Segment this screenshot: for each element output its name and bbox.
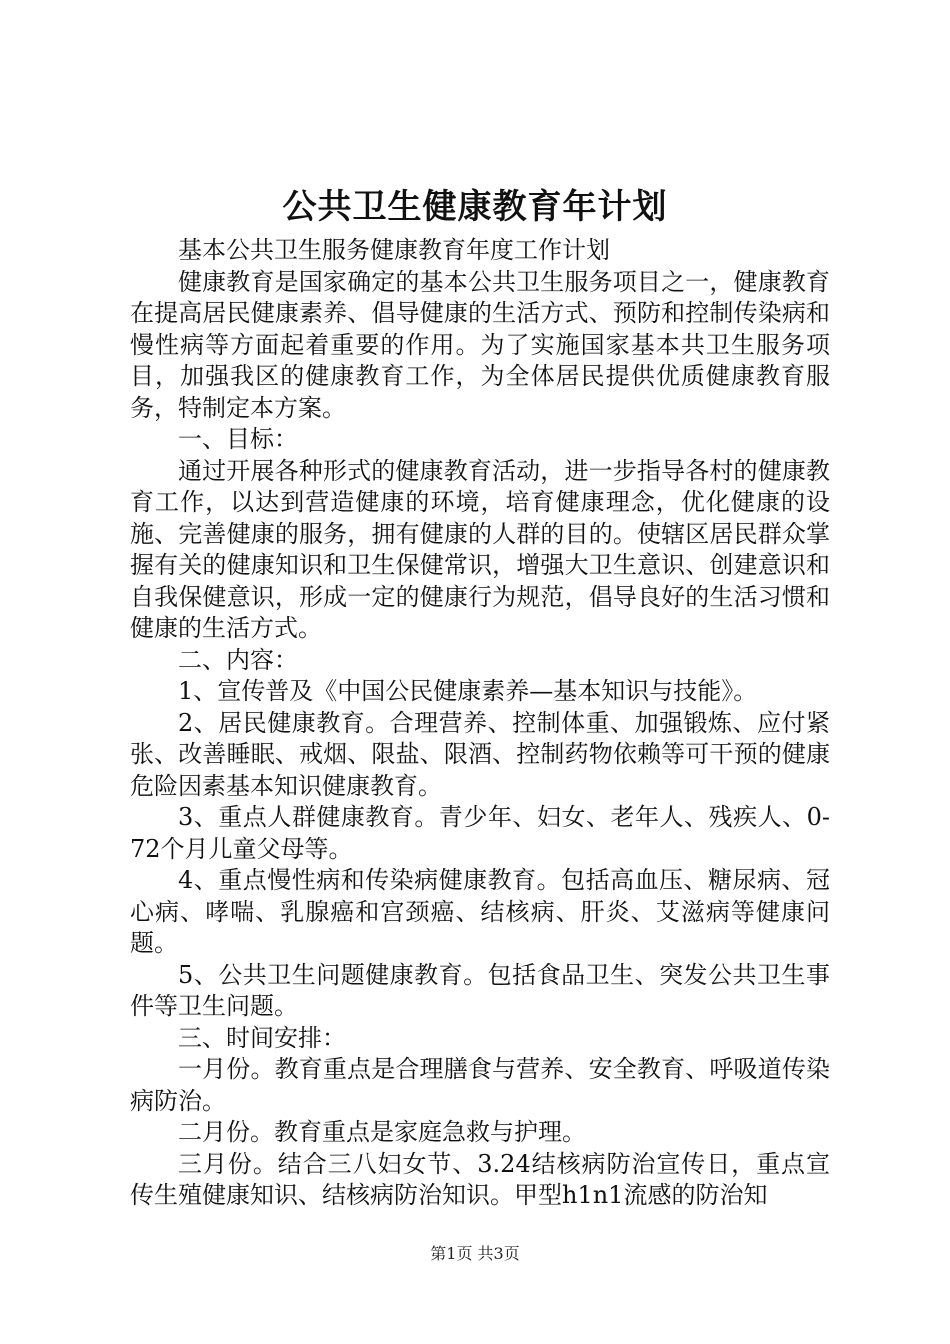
section-heading-goals: 一、目标： [178, 425, 298, 453]
document-title: 公共卫生健康教育年计划 [282, 187, 668, 227]
schedule-march: 三月份。结合三八妇女节、3.24结核病防治宣传日，重点宣传生殖健康知识、结核病防治知识。甲型h1n1流感的防治知 [130, 1149, 830, 1209]
content-item-1: 1、宣传普及《中国公民健康素养—基本知识与技能》。 [178, 677, 758, 705]
content-item-2: 2、居民健康教育。合理营养、控制体重、加强锻炼、应付紧张、改善睡眠、戒烟、限盐、限酒、控制药物依赖等可干预的健康危险因素基本知识健康教育。 [130, 708, 830, 800]
section-heading-content: 二、内容： [178, 645, 298, 674]
intro-paragraph: 健康教育是国家确定的基本公共卫生服务项目之一，健康教育在提高居民健康素养、倡导健康的生活方式、预防和控制传染病和慢性病等方面起着重要的作用。为了实施国家基本共卫生服务项目，加强我区的健康教育工作，为全体居民提供优质健康教育服务，特制定本方案。 [130, 267, 830, 422]
schedule-january: 一月份。教育重点是合理膳食与营养、安全教育、呼吸道传染病防治。 [130, 1055, 830, 1115]
document-body [130, 235, 830, 1212]
subtitle-paragraph: 基本公共卫生服务健康教育年度工作计划 [178, 236, 610, 264]
content-item-5: 5、公共卫生问题健康教育。包括食品卫生、突发公共卫生事件等卫生问题。 [130, 960, 830, 1020]
content-item-3: 3、重点人群健康教育。青少年、妇女、老年人、残疾人、0-72个月儿童父母等。 [130, 803, 830, 863]
content-item-4: 4、重点慢性病和传染病健康教育。包括高血压、糖尿病、冠心病、哮喘、乳腺癌和宫颈癌、结核病、肝炎、艾滋病等健康问题。 [130, 866, 830, 957]
schedule-february: 二月份。教育重点是家庭急救与护理。 [178, 1118, 586, 1146]
section-heading-schedule: 三、时间安排： [178, 1023, 346, 1052]
goals-paragraph: 通过开展各种形式的健康教育活动，进一步指导各村的健康教育工作，以达到营造健康的环境，培育健康理念，优化健康的设施、完善健康的服务，拥有健康的人群的目的。使辖区居民群众掌握有关的健康知识和卫生保健常识，增强大卫生意识、创建意识和自我保健意识，形成一定的健康行为规范，倡导良好的生活习惯和健康的生活方式。 [130, 456, 830, 642]
page-footer: 第1页 共3页 [430, 1244, 520, 1263]
